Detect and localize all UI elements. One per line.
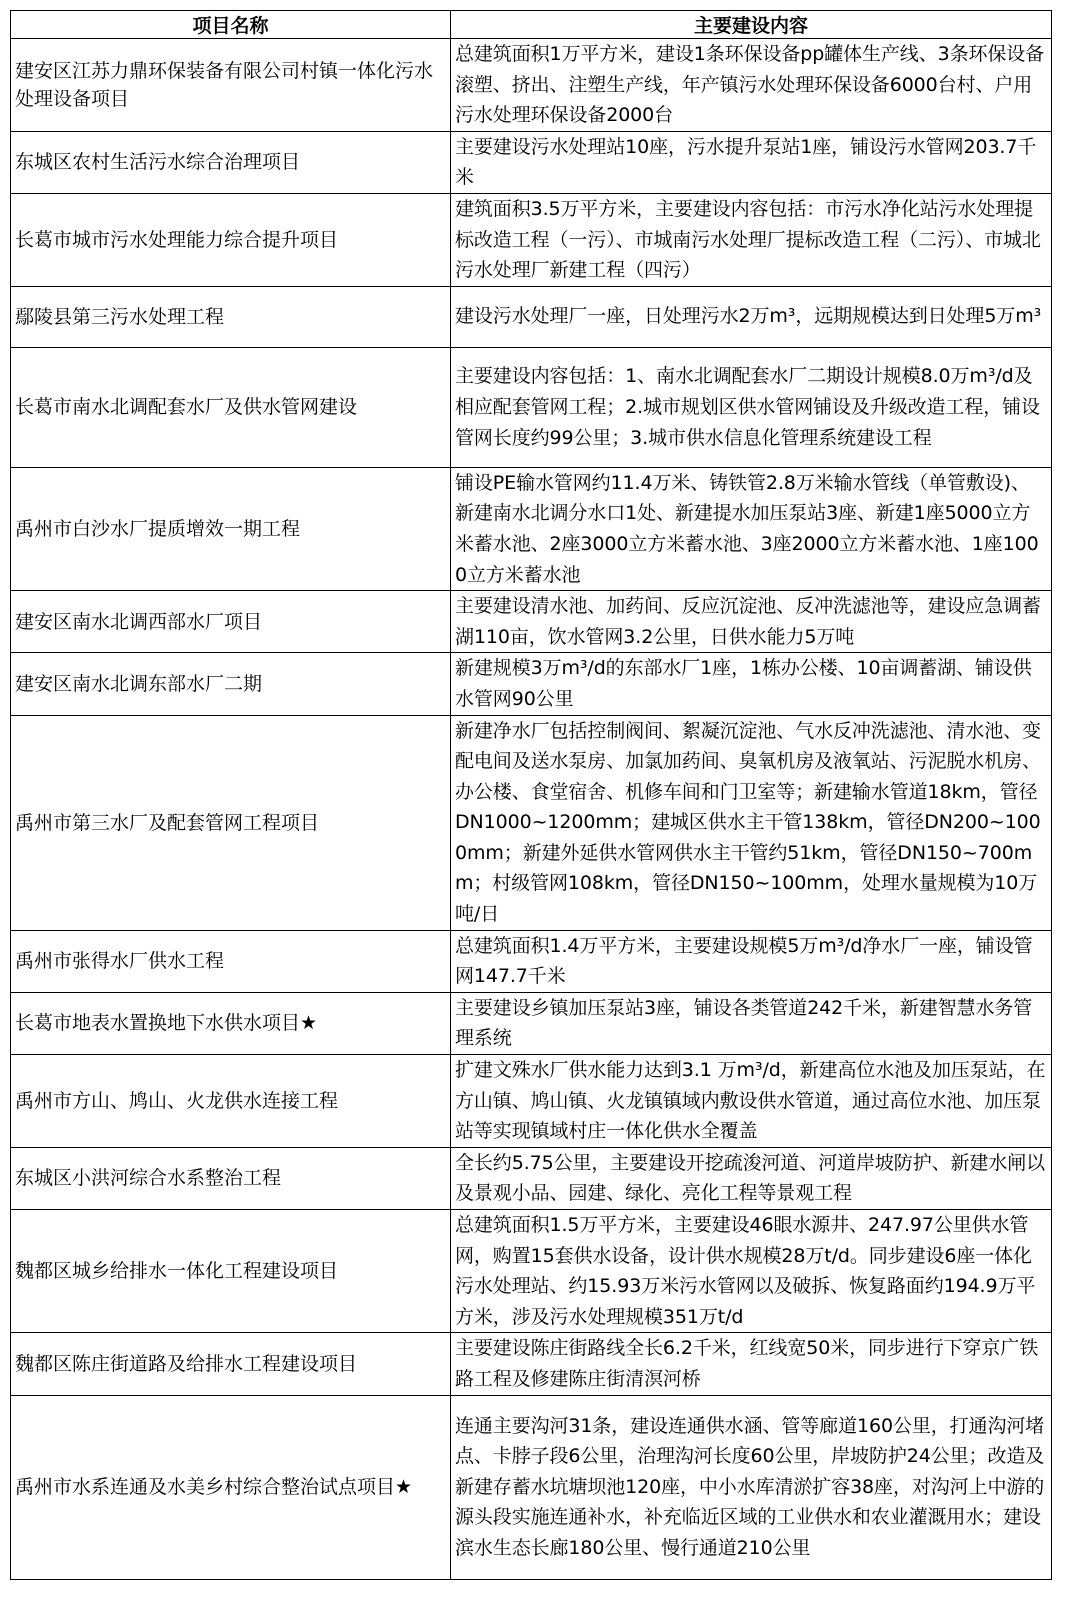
project-content: 主要建设污水处理站10座，污水提升泵站1座，铺设污水管网203.7千米 <box>451 131 1052 193</box>
project-content: 连通主要沟河31条，建设连通供水涵、管等廊道160公里，打通沟河堵点、卡脖子段6公里，治理沟河长度60公里，岸坡防护24公里；改造及新建存蓄水坑塘坝池120座，中小水库清淤扩容38座，对沟河上中游的源头段实施连通补水，补充临近区域的工业供水和农业灌溉用水；建设滨水生态长廊180公里、慢行通道210公里 <box>451 1395 1052 1579</box>
project-name: 魏都区城乡给排水一体化工程建设项目 <box>11 1210 451 1333</box>
table-row <box>11 930 1052 992</box>
project-content: 铺设PE输水管网约11.4万米、铸铁管2.8万米输水管线（单管敷设)、新建南水北调分水口1处、新建提水加压泵站3座、新建1座5000立方米蓄水池、2座3000立方米蓄水池、3座2000立方米蓄水池、1座1000立方米蓄水池 <box>451 467 1052 590</box>
project-name: 长葛市城市污水处理能力综合提升项目 <box>11 193 451 286</box>
project-name: 魏都区陈庄街道路及给排水工程建设项目 <box>11 1333 451 1395</box>
table-row <box>11 1147 1052 1209</box>
table-row <box>11 591 1052 653</box>
table-row <box>11 1333 1052 1395</box>
project-name: 东城区小洪河综合水系整治工程 <box>11 1147 451 1209</box>
project-name: 禹州市第三水厂及配套管网工程项目 <box>11 715 451 930</box>
project-content: 主要建设乡镇加压泵站3座，铺设各类管道242千米，新建智慧水务管理系统 <box>451 992 1052 1054</box>
project-content: 主要建设陈庄街路线全长6.2千米，红线宽50米，同步进行下穿京广铁路工程及修建陈庄街清溟河桥 <box>451 1333 1052 1395</box>
header-row <box>11 11 1052 39</box>
project-content: 主要建设清水池、加药间、反应沉淀池、反冲洗滤池等，建设应急调蓄湖110亩，饮水管网3.2公里，日供水能力5万吨 <box>451 591 1052 653</box>
project-name: 长葛市南水北调配套水厂及供水管网建设 <box>11 347 451 467</box>
project-content: 扩建文殊水厂供水能力达到3.1 万m³/d，新建高位水池及加压泵站，在方山镇、鸠山镇、火龙镇镇域内敷设供水管道，通过高位水池、加压泵站等实现镇域村庄一体化供水全覆盖 <box>451 1055 1052 1148</box>
project-name: 鄢陵县第三污水处理工程 <box>11 286 451 347</box>
table-row <box>11 1210 1052 1333</box>
project-name: 长葛市地表水置换地下水供水项目★ <box>11 992 451 1054</box>
project-name: 禹州市方山、鸠山、火龙供水连接工程 <box>11 1055 451 1148</box>
header-main-content: 主要建设内容 <box>451 11 1052 39</box>
project-content: 新建净水厂包括控制阀间、絮凝沉淀池、气水反冲洗滤池、清水池、变配电间及送水泵房、加氯加药间、臭氧机房及液氧站、污泥脱水机房、办公楼、食堂宿舍、机修车间和门卫室等；新建输水管道18km，管径DN1000~1200mm；建城区供水主干管138km，管径DN200~1000mm；新建外延供水管网供水主干管约51km，管径DN150~700mm；村级管网108km，管径DN150~100mm，处理水量规模为10万吨/日 <box>451 715 1052 930</box>
project-content: 新建规模3万m³/d的东部水厂1座，1栋办公楼、10亩调蓄湖、铺设供水管网90公里 <box>451 653 1052 715</box>
table-row <box>11 131 1052 193</box>
project-content: 总建筑面积1万平方米，建设1条环保设备pp罐体生产线、3条环保设备滚塑、挤出、注塑生产线，年产镇污水处理环保设备6000台村、户用污水处理环保设备2000台 <box>451 39 1052 132</box>
table-row <box>11 286 1052 347</box>
project-name: 禹州市水系连通及水美乡村综合整治试点项目★ <box>11 1395 451 1579</box>
project-name: 建安区南水北调东部水厂二期 <box>11 653 451 715</box>
project-name: 建安区南水北调西部水厂项目 <box>11 591 451 653</box>
project-content: 全长约5.75公里，主要建设开挖疏浚河道、河道岸坡防护、新建水闸以及景观小品、园建、绿化、亮化工程等景观工程 <box>451 1147 1052 1209</box>
table-row <box>11 1055 1052 1148</box>
table-row <box>11 653 1052 715</box>
table-row <box>11 1395 1052 1579</box>
project-content: 主要建设内容包括：1、南水北调配套水厂二期设计规模8.0万m³/d及相应配套管网工程；2.城市规划区供水管网铺设及升级改造工程，铺设管网长度约99公里；3.城市供水信息化管理系统建设工程 <box>451 347 1052 467</box>
table-row <box>11 347 1052 467</box>
header-project-name: 项目名称 <box>11 11 451 39</box>
project-name: 禹州市白沙水厂提质增效一期工程 <box>11 467 451 590</box>
table-row <box>11 715 1052 930</box>
table-row <box>11 39 1052 132</box>
project-content: 建筑面积3.5万平方米，主要建设内容包括：市污水净化站污水处理提标改造工程（一污）、市城南污水处理厂提标改造工程（二污）、市城北污水处理厂新建工程（四污） <box>451 193 1052 286</box>
project-content: 总建筑面积1.4万平方米，主要建设规模5万m³/d净水厂一座，铺设管网147.7千米 <box>451 930 1052 992</box>
table-row <box>11 467 1052 590</box>
project-name: 禹州市张得水厂供水工程 <box>11 930 451 992</box>
project-content: 建设污水处理厂一座，日处理污水2万m³，远期规模达到日处理5万m³ <box>451 286 1052 347</box>
project-table <box>10 10 1052 1580</box>
project-content: 总建筑面积1.5万平方米，主要建设46眼水源井、247.97公里供水管网，购置15套供水设备，设计供水规模28万t/d。同步建设6座一体化污水处理站、约15.93万米污水管网以及破拆、恢复路面约194.9万平方米，涉及污水处理规模351万t/d <box>451 1210 1052 1333</box>
project-name: 东城区农村生活污水综合治理项目 <box>11 131 451 193</box>
project-name: 建安区江苏力鼎环保装备有限公司村镇一体化污水处理设备项目 <box>11 39 451 132</box>
table-row <box>11 992 1052 1054</box>
table-row <box>11 193 1052 286</box>
